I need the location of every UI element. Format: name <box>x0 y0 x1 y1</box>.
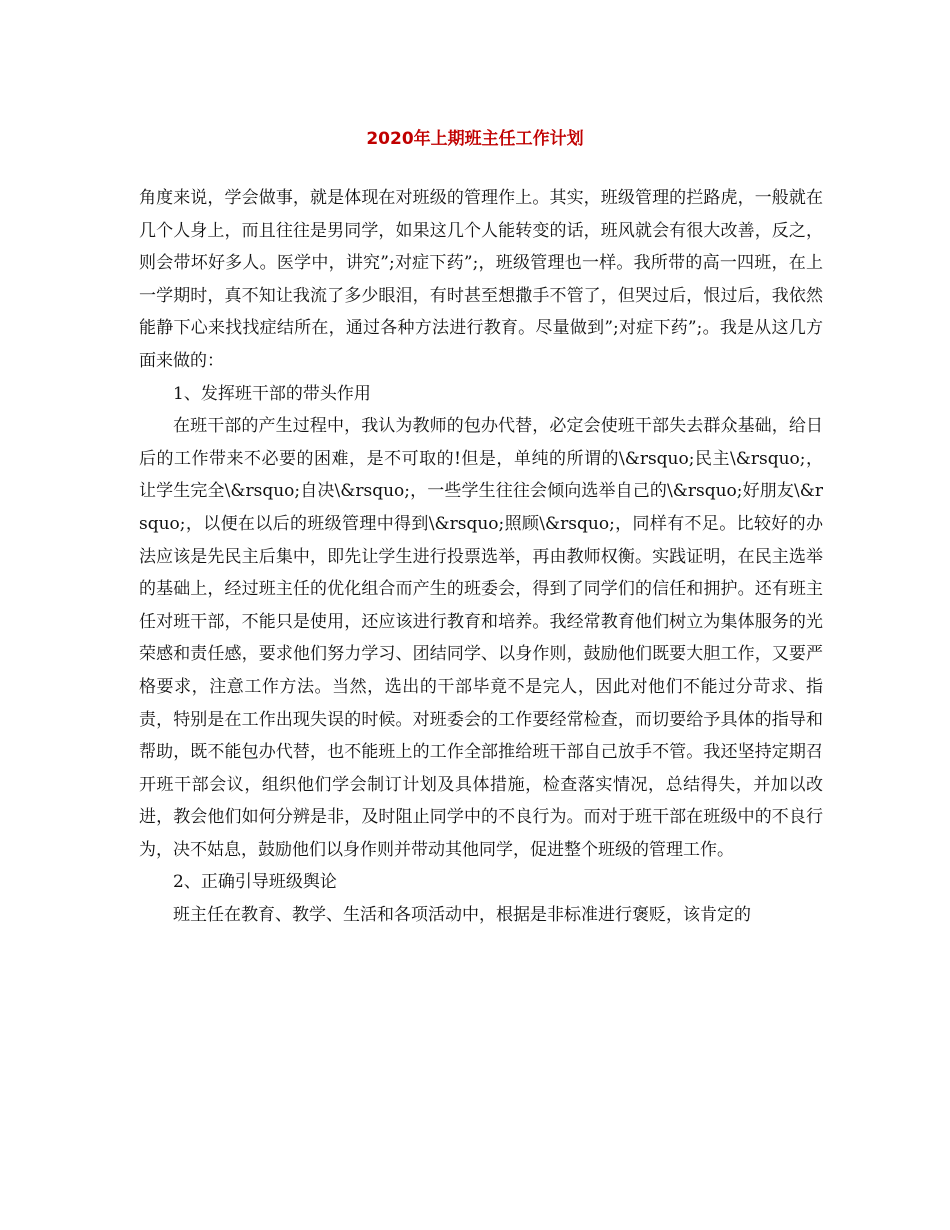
page-title: 2020年上期班主任工作计划 <box>366 129 584 149</box>
paragraph-section-2: 班主任在教育、教学、生活和各项活动中，根据是非标准进行褒贬，该肯定的 <box>173 905 751 926</box>
paragraph-section-1: 在班干部的产生过程中，我认为教师的包办代替，必定会使班干部失去群众基础，给日后的工作带来不必要的困难，是不可取的!但是，单纯的所谓的\&rsquo;民主\&rsquo;，让学生完全\&rsquo;自决\&rsquo;，一些学生往往会倾向选举自己的\&rsquo;好朋友\&rsquo;，以便在以后的班级管理中得到\&rsquo;照顾\&rsquo;，同样有不足。比较好的办法应该是先民主后集中，即先让学生进行投票选举，再由教师权衡。实践证明，在民主选举的基础上，经过班主任的优化组合而产生的班委会，得到了同学们的信任和拥护。还有班主任对班干部，不能只是使用，还应该进行教育和培养。我经常教育他们树立为集体服务的光荣感和责任感，要求他们努力学习、团结同学、以身作则，鼓励他们既要大胆工作，又要严格要求，注意工作方法。当然，选出的干部毕竟不是完人，因此对他们不能过分苛求、指责，特别是在工作出现失误的时候。对班委会的工作要经常检查，而切要给予具体的指导和帮助，既不能包办代替，也不能班上的工作全部推给班干部自己放手不管。我还坚持定期召开班干部会议，组织他们学会制订计划及具体措施，检查落实情况，总结得失，并加以改进，教会他们如何分辨是非，及时阻止同学中的不良行为。而对于班干部在班级中的不良行为，决不姑息，鼓励他们以身作则并带动其他同学，促进整个班级的管理工作。 <box>139 416 823 860</box>
paragraph-intro: 角度来说，学会做事，就是体现在对班级的管理作上。其实，班级管理的拦路虎，一般就在几个人身上，而且往往是男同学，如果这几个人能转变的话，班风就会有很大改善，反之，则会带坏好多人。医学中，讲究”;对症下药”;，班级管理也一样。我所带的高一四班，在上一学期时，真不知让我流了多少眼泪，有时甚至想撒手不管了，但哭过后，恨过后，我依然能静下心来找找症结所在，通过各种方法进行教育。尽量做到”;对症下药”;。我是从这几方面来做的： <box>139 188 823 371</box>
section-heading-2: 2、正确引导班级舆论 <box>173 872 337 893</box>
document-body <box>139 182 823 932</box>
section-heading-1: 1、发挥班干部的带头作用 <box>173 383 371 404</box>
